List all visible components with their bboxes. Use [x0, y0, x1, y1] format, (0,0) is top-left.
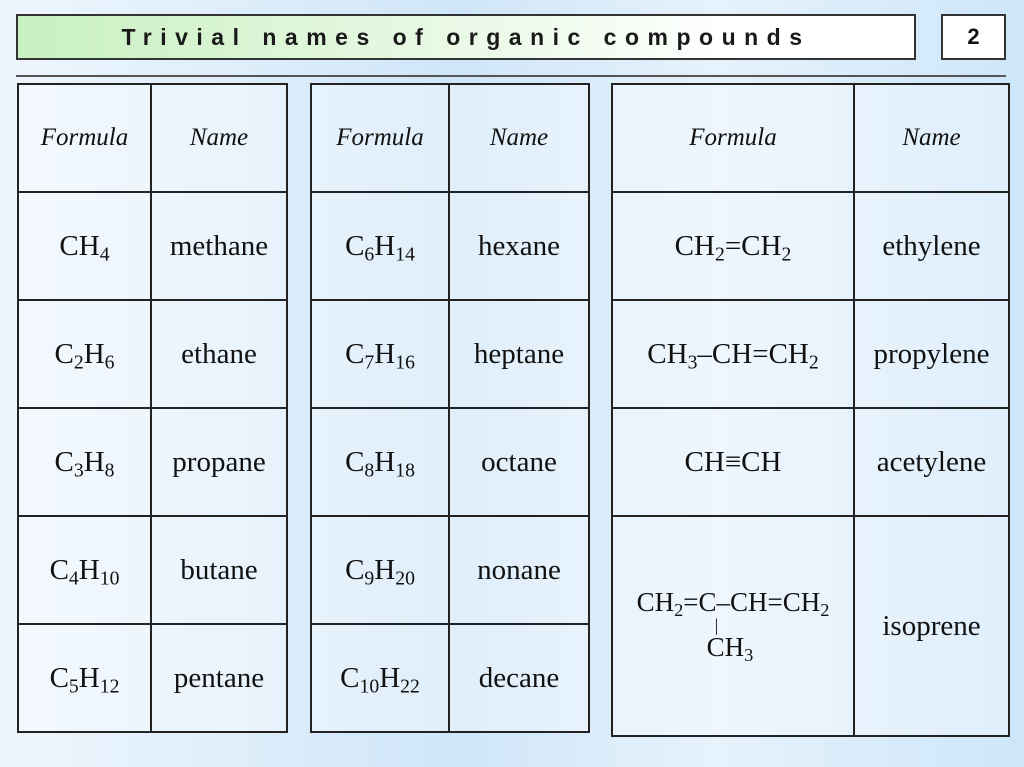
divider [16, 75, 1006, 77]
isoprene-structure [636, 586, 830, 665]
table-row [311, 516, 589, 624]
table-row [612, 300, 1009, 408]
name-cell: ethane [151, 300, 287, 408]
alkanes-table-2 [310, 83, 590, 733]
formula-cell: $CH_4$ [18, 192, 151, 300]
table-row [311, 192, 589, 300]
formula-cell: $C_9H_{20}$ [311, 516, 449, 624]
table-row [18, 300, 287, 408]
page-title: Trivial names of organic compounds [121, 23, 811, 50]
formula-cell: CH≡CH [612, 408, 854, 516]
formula-cell: $C_4H_{10}$ [18, 516, 151, 624]
name-cell: acetylene [854, 408, 1009, 516]
formula-header: Formula [18, 84, 151, 192]
name-cell: nonane [449, 516, 589, 624]
name-cell: ethylene [854, 192, 1009, 300]
name-cell: propylene [854, 300, 1009, 408]
isoprene-main-chain: $CH_2=C-CH=CH_2$ [636, 586, 830, 620]
header-row [612, 84, 1009, 192]
table-row [18, 624, 287, 732]
table-row [612, 192, 1009, 300]
branch-bond: | [714, 614, 719, 635]
name-cell: heptane [449, 300, 589, 408]
name-cell: pentane [151, 624, 287, 732]
slide-number: 2 [967, 24, 980, 49]
formula-cell [612, 516, 854, 736]
title-bar [16, 14, 916, 60]
name-cell: decane [449, 624, 589, 732]
name-cell: methane [151, 192, 287, 300]
isoprene-branch: $CH_3$ [706, 631, 754, 665]
formula-cell: $C_2H_6$ [18, 300, 151, 408]
formula-cell: $C_3H_8$ [18, 408, 151, 516]
slide-number-box [941, 14, 1006, 60]
name-header: Name [854, 84, 1009, 192]
name-cell: isoprene [854, 516, 1009, 736]
table-row-isoprene [612, 516, 1009, 736]
table-row [311, 300, 589, 408]
formula-cell: $C_6H_{14}$ [311, 192, 449, 300]
formula-cell: $C_8H_{18}$ [311, 408, 449, 516]
table-row [311, 408, 589, 516]
table-row [18, 192, 287, 300]
table-row [18, 408, 287, 516]
formula-header: Formula [311, 84, 449, 192]
name-cell: propane [151, 408, 287, 516]
formula-header: Formula [612, 84, 854, 192]
name-header: Name [449, 84, 589, 192]
name-cell: hexane [449, 192, 589, 300]
formula-cell: $CH_3-CH=CH_2$ [612, 300, 854, 408]
formula-cell: $CH_2=CH_2$ [612, 192, 854, 300]
table-row [311, 624, 589, 732]
alkanes-table-1 [17, 83, 288, 733]
header-row [311, 84, 589, 192]
table-row [18, 516, 287, 624]
formula-cell: $C_7H_{16}$ [311, 300, 449, 408]
unsaturated-table [611, 83, 1010, 737]
name-cell: octane [449, 408, 589, 516]
table-row [612, 408, 1009, 516]
name-header: Name [151, 84, 287, 192]
formula-cell: $C_5H_{12}$ [18, 624, 151, 732]
formula-cell: $C_{10}H_{22}$ [311, 624, 449, 732]
header-row [18, 84, 287, 192]
name-cell: butane [151, 516, 287, 624]
